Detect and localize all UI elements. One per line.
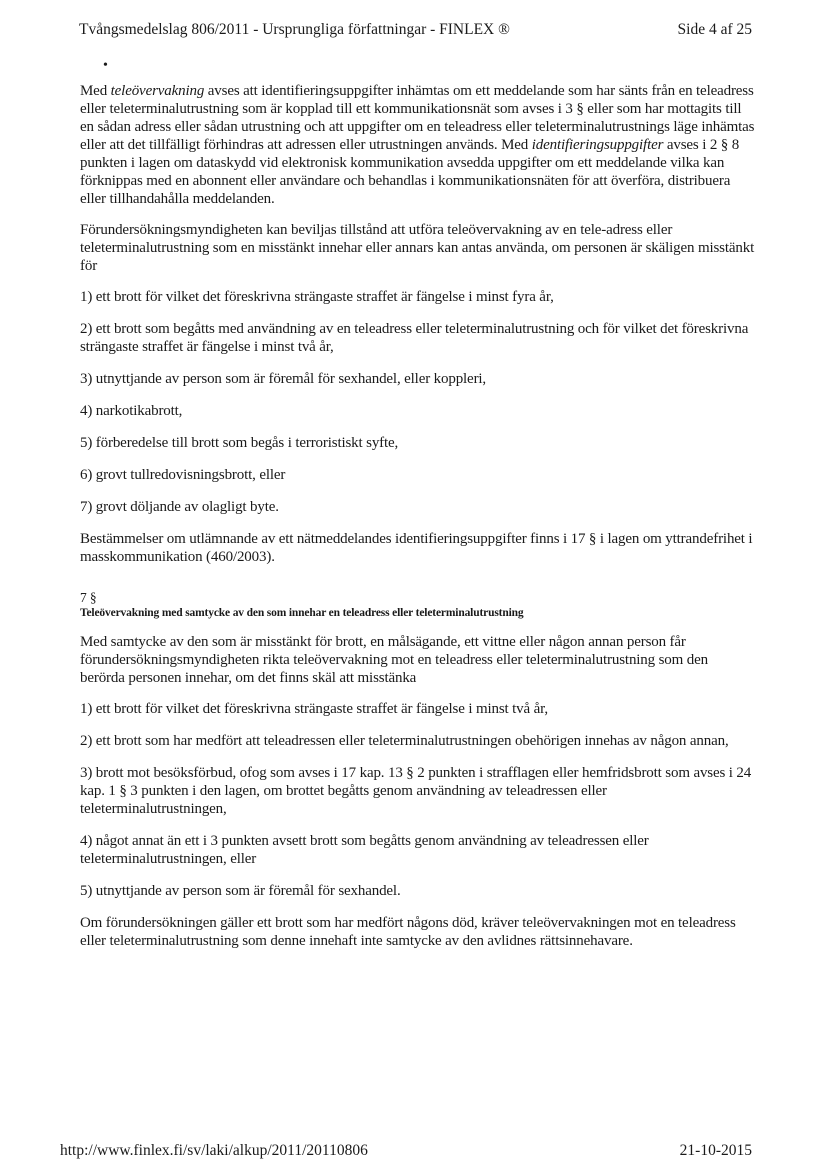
- paragraph-deceased: Om förundersökningen gäller ett brott som har medfört någons död, kräver teleövervakningen mot en teleadress eller teleterminalutrustning som denne innehaft inte samtycke av den avlidnes rättsinnehavare.: [80, 915, 736, 949]
- list-item: 1) ett brott för vilket det föreskrivna strängaste straffet är fängelse i minst fyra år,: [80, 289, 554, 305]
- paragraph-permission: Förundersökningsmyndigheten kan beviljas tillstånd att utföra teleövervakning av en tele-adress eller teleterminalutrustning som en misstänkt innehar eller annars kan antas använda, om personen är skäligen misstänkt för: [80, 222, 755, 274]
- list-item: 2) ett brott som begåtts med användning av en teleadress eller teleterminalutrustning och för vilket det föreskrivna strängaste straffet är fängelse i minst två år,: [80, 321, 749, 355]
- margin-mark: •: [103, 58, 108, 73]
- print-date: 21-10-2015: [679, 1142, 752, 1159]
- document-body: [80, 82, 756, 963]
- source-url: http://www.finlex.fi/sv/laki/alkup/2011/20110806: [60, 1142, 368, 1159]
- paragraph-definition: Med teleövervakning avses att identifieringsuppgifter inhämtas om ett meddelande som har sänts från en teleadress eller teleterminalutrustning som är kopplad till ett kommunikationsnät som avses i 3 § eller som har mottagits till en sådan adress eller sådan utrustning och att uppgifter om en teleadress eller teleterminalutrustnings läge inhämtas eller att det tillfälligt förhindras att adressen eller utrustningen används. Med identifieringsuppgifter avses i 2 § 8 punkten i lagen om dataskydd vid elektronisk kommunikation avsedda uppgifter om ett meddelande vilka kan förknippas med en abonnent eller användare och behandlas i kommunikationsnäten för att överföra, distribuera eller tillhandahålla meddelanden.: [80, 83, 755, 207]
- list-item: 4) narkotikabrott,: [80, 403, 183, 419]
- list-item: 5) utnyttjande av person som är föremål för sexhandel.: [80, 883, 401, 899]
- term-teleovervakning: teleövervakning: [110, 83, 205, 99]
- term-identifieringsuppgifter: identifieringsuppgifter: [531, 137, 664, 153]
- list-item: 5) förberedelse till brott som begås i terroristiskt syfte,: [80, 435, 399, 451]
- list-item: 6) grovt tullredovisningsbrott, eller: [80, 467, 286, 483]
- paragraph-consent: Med samtycke av den som är misstänkt för brott, en målsägande, ett vittne eller någon annan person får förundersökningsmyndigheten rikta teleövervakning mot en teleadress eller teleterminalutrustning som den berörda personen innehar, om det finns skäl att misstänka: [80, 634, 708, 686]
- list-item: 4) något annat än ett i 3 punkten avsett brott som begåtts genom användning av teleadressen eller teleterminalutrustningen, eller: [80, 833, 649, 867]
- list-item: 1) ett brott för vilket det föreskrivna strängaste straffet är fängelse i minst två år,: [80, 701, 548, 717]
- document-title: Tvångsmedelslag 806/2011 - Ursprungliga författningar - FINLEX ®: [79, 21, 510, 38]
- page-number: Side 4 af 25: [677, 21, 752, 38]
- section-number: 7 §: [80, 590, 97, 605]
- section-title: Teleövervakning med samtycke av den som innehar en teleadress eller teleterminalutrustning: [80, 607, 524, 619]
- list-item: 7) grovt döljande av olagligt byte.: [80, 499, 279, 515]
- list-item: 3) utnyttjande av person som är föremål för sexhandel, eller koppleri,: [80, 371, 487, 387]
- paragraph-disclosure: Bestämmelser om utlämnande av ett nätmeddelandes identifieringsuppgifter finns i 17 § i lagen om yttrandefrihet i masskommunikation (460/2003).: [80, 531, 753, 565]
- list-item: 3) brott mot besöksförbud, ofog som avses i 17 kap. 13 § 2 punkten i strafflagen eller hemfridsbrott som avses i 24 kap. 1 § 3 punkten i den lagen, om brottet begåtts genom användning av teleadressen eller teleterminalutrustningen,: [80, 765, 752, 817]
- list-item: 2) ett brott som har medfört att teleadressen eller teleterminalutrustningen obehörigen innehas av någon annan,: [80, 733, 729, 749]
